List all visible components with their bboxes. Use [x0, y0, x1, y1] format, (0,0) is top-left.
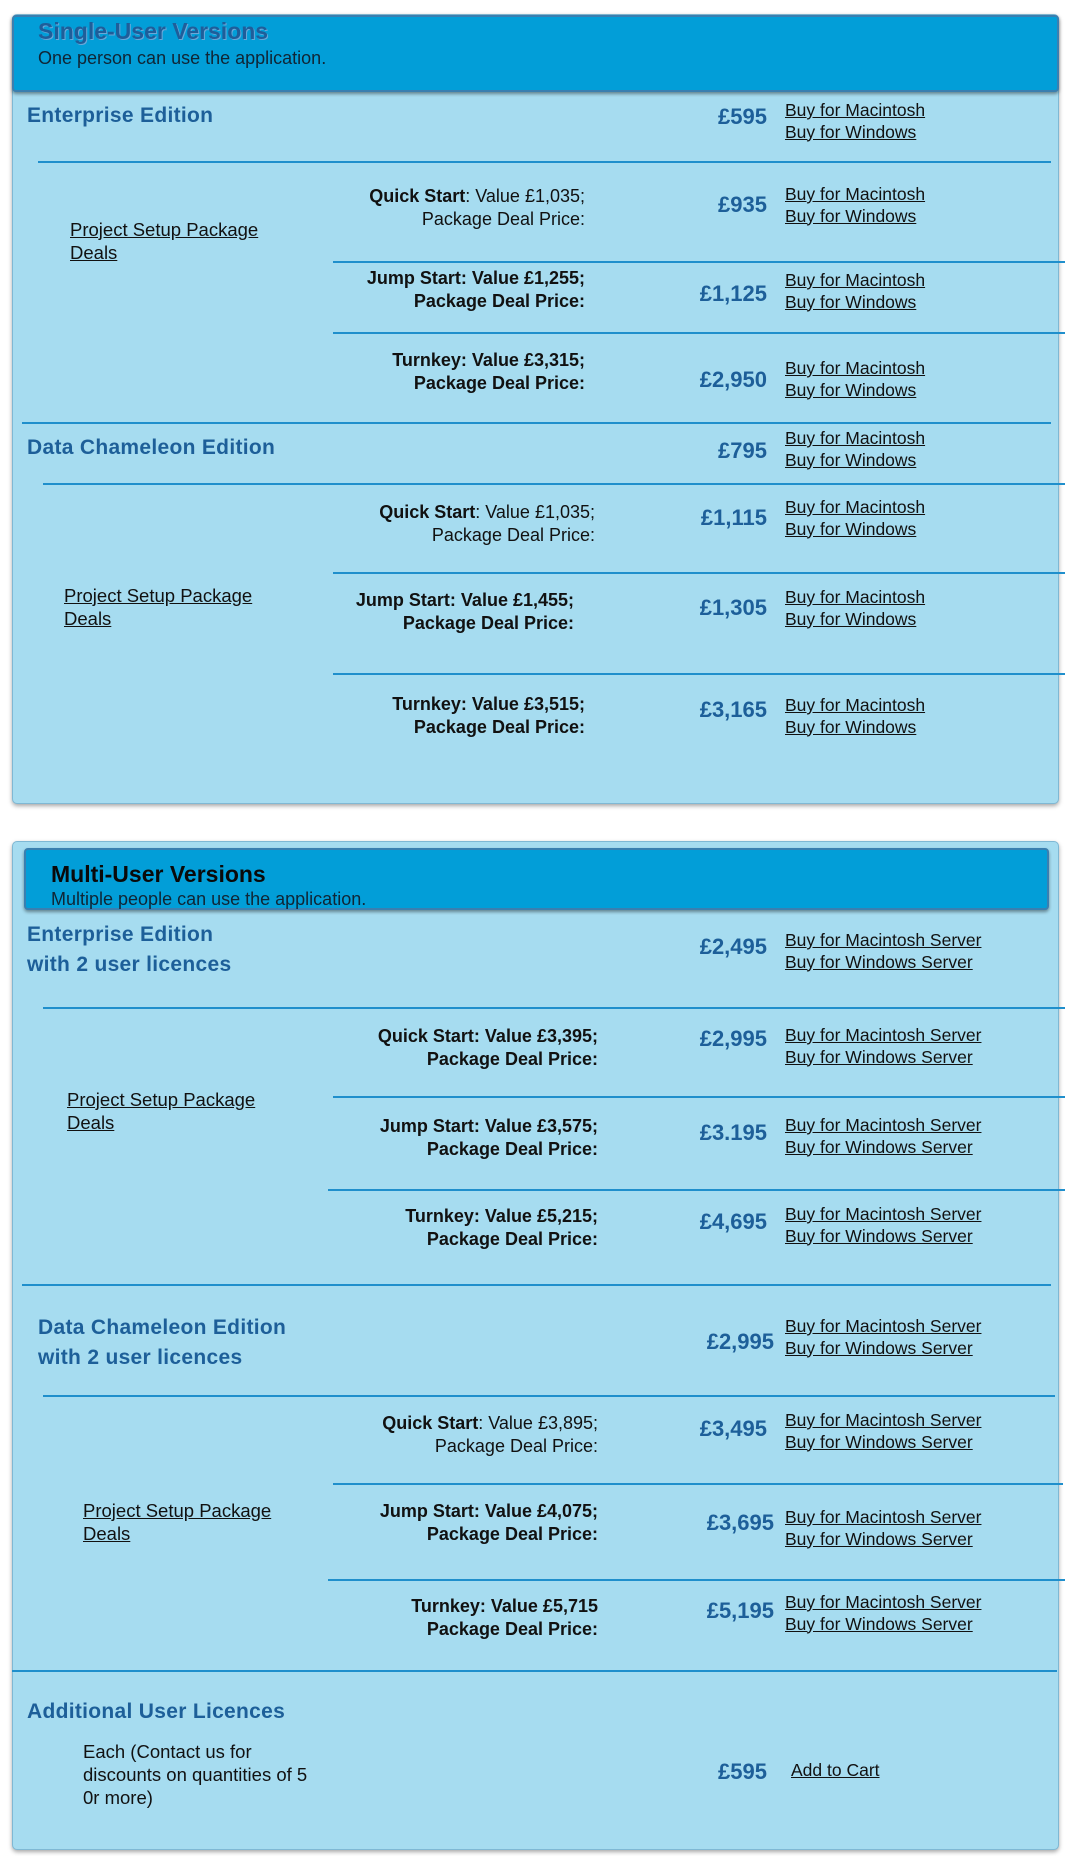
quick-start-price: £2,995	[699, 1026, 767, 1051]
deal-name: Quick Start	[369, 186, 466, 206]
turnkey-links	[785, 1592, 981, 1635]
divider	[43, 1007, 1065, 1009]
buy-macintosh-server-link[interactable]: Buy for Macintosh Server	[785, 1507, 982, 1527]
divider	[333, 1483, 1063, 1485]
divider	[43, 1395, 1055, 1397]
quick-start-links	[785, 184, 925, 227]
divider	[328, 1189, 1065, 1191]
buy-windows-link[interactable]: Buy for Windows	[785, 608, 917, 629]
quick-start-deal	[265, 501, 595, 547]
enterprise-edition-links	[785, 930, 981, 973]
enterprise-edition-links	[785, 100, 925, 143]
turnkey-price: £2,950	[699, 367, 767, 392]
quick-start-price: £1,115	[700, 505, 767, 530]
deal-name: Quick Start	[382, 1413, 479, 1433]
data-chameleon-edition-price: £795	[718, 438, 767, 463]
quick-start-deal	[268, 1025, 598, 1071]
divider	[38, 161, 1051, 163]
data-chameleon-edition-price: £2,995	[706, 1329, 774, 1354]
buy-windows-server-link[interactable]: Buy for Windows Server	[785, 1613, 973, 1634]
divider	[333, 332, 1065, 334]
buy-windows-link[interactable]: Buy for Windows	[785, 518, 917, 539]
deal-name: Turnkey: Value £3,515;	[392, 694, 585, 714]
buy-macintosh-link[interactable]: Buy for Macintosh	[785, 587, 926, 607]
jump-start-links	[785, 1507, 981, 1550]
deal-value: : Value £1,035;	[465, 186, 585, 206]
buy-windows-link[interactable]: Buy for Windows	[785, 121, 917, 142]
buy-windows-link[interactable]: Buy for Windows	[785, 449, 917, 470]
data-chameleon-edition-links	[785, 1316, 981, 1359]
turnkey-links	[785, 358, 925, 401]
buy-windows-link[interactable]: Buy for Windows	[785, 379, 917, 400]
buy-macintosh-link[interactable]: Buy for Macintosh	[785, 695, 926, 715]
buy-macintosh-link[interactable]: Buy for Macintosh	[785, 184, 926, 204]
edition-name: Data Chameleon Edition	[38, 1316, 287, 1339]
buy-windows-server-link[interactable]: Buy for Windows Server	[785, 1431, 973, 1452]
turnkey-links	[785, 695, 925, 738]
quick-start-links	[785, 497, 925, 540]
buy-windows-server-link[interactable]: Buy for Windows Server	[785, 1136, 973, 1157]
buy-macintosh-server-link[interactable]: Buy for Macintosh Server	[785, 1410, 982, 1430]
deal-label: Package Deal Price:	[426, 1524, 598, 1544]
enterprise-edition-price: £595	[718, 104, 767, 129]
deal-label: Package Deal Price:	[431, 525, 595, 545]
enterprise-edition-price: £2,495	[699, 934, 767, 959]
buy-macintosh-server-link[interactable]: Buy for Macintosh Server	[785, 930, 982, 950]
buy-windows-link[interactable]: Buy for Windows	[785, 716, 917, 737]
deal-name: Jump Start: Value £1,455;	[355, 590, 574, 610]
buy-windows-link[interactable]: Buy for Windows	[785, 205, 917, 226]
additional-licences-title: Additional User Licences	[27, 1700, 286, 1723]
deal-name: Jump Start: Value £1,255;	[366, 268, 585, 288]
deal-label: Package Deal Price:	[426, 1049, 598, 1069]
add-to-cart-link-wrap	[791, 1760, 880, 1782]
buy-windows-server-link[interactable]: Buy for Windows Server	[785, 1046, 973, 1067]
turnkey-price: £4,695	[699, 1209, 767, 1234]
deal-label: Package Deal Price:	[426, 1229, 598, 1249]
deal-name: Quick Start	[379, 502, 476, 522]
turnkey-links	[785, 1204, 981, 1247]
deal-label: Package Deal Price:	[402, 613, 574, 633]
turnkey-deal	[255, 693, 585, 739]
buy-windows-server-link[interactable]: Buy for Windows Server	[785, 951, 973, 972]
jump-start-price: £1,125	[699, 281, 767, 306]
jump-start-price: £3.195	[699, 1120, 767, 1145]
turnkey-deal	[268, 1595, 598, 1641]
buy-macintosh-link[interactable]: Buy for Macintosh	[785, 358, 926, 378]
turnkey-price: £3,165	[699, 697, 767, 722]
single-user-title: Single-User Versions	[38, 18, 269, 44]
jump-start-links	[785, 587, 925, 630]
deal-label: Package Deal Price:	[426, 1619, 598, 1639]
project-setup-package-link[interactable]: Project Setup Package Deals	[70, 219, 259, 263]
buy-macintosh-link[interactable]: Buy for Macintosh	[785, 428, 926, 448]
project-setup-package-link[interactable]: Project Setup Package Deals	[64, 585, 253, 629]
divider	[333, 673, 1065, 675]
buy-macintosh-link[interactable]: Buy for Macintosh	[785, 100, 926, 120]
edition-licences: with 2 user licences	[38, 1346, 243, 1369]
edition-name: Enterprise Edition	[27, 923, 214, 946]
deal-label: Package Deal Price:	[413, 717, 585, 737]
divider	[333, 1096, 1065, 1098]
multi-user-title: Multi-User Versions	[51, 861, 266, 887]
deal-label: Package Deal Price:	[421, 209, 585, 229]
buy-macintosh-link[interactable]: Buy for Macintosh	[785, 270, 926, 290]
buy-macintosh-server-link[interactable]: Buy for Macintosh Server	[785, 1204, 982, 1224]
jump-start-deal	[255, 267, 585, 313]
deal-label: Package Deal Price:	[413, 373, 585, 393]
enterprise-edition-title	[27, 920, 231, 980]
deal-value: : Value £3,895;	[478, 1413, 598, 1433]
buy-windows-server-link[interactable]: Buy for Windows Server	[785, 1528, 973, 1549]
buy-macintosh-server-link[interactable]: Buy for Macintosh Server	[785, 1592, 982, 1612]
jump-start-price: £3,695	[706, 1510, 774, 1535]
deal-name: Quick Start: Value £3,395;	[377, 1026, 598, 1046]
deal-label: Package Deal Price:	[434, 1436, 598, 1456]
data-chameleon-edition-links	[785, 428, 925, 471]
buy-macintosh-server-link[interactable]: Buy for Macintosh Server	[785, 1115, 982, 1135]
data-chameleon-edition-title: Data Chameleon Edition	[27, 436, 276, 459]
divider	[328, 1579, 1065, 1581]
buy-windows-server-link[interactable]: Buy for Windows Server	[785, 1337, 973, 1358]
jump-start-price: £1,305	[699, 595, 767, 620]
turnkey-deal	[255, 349, 585, 395]
buy-windows-link[interactable]: Buy for Windows	[785, 291, 917, 312]
buy-macintosh-server-link[interactable]: Buy for Macintosh Server	[785, 1025, 982, 1045]
deal-name: Jump Start: Value £3,575;	[379, 1116, 598, 1136]
jump-start-deal	[268, 1115, 598, 1161]
buy-macintosh-server-link[interactable]: Buy for Macintosh Server	[785, 1316, 982, 1336]
jump-start-deal	[244, 589, 574, 635]
divider	[22, 1284, 1051, 1286]
deal-name: Turnkey: Value £5,715	[411, 1596, 598, 1616]
project-setup-package-link[interactable]: Project Setup Package Deals	[83, 1500, 272, 1544]
quick-start-price: £935	[718, 192, 767, 217]
deal-label: Package Deal Price:	[413, 291, 585, 311]
deal-label: Package Deal Price:	[426, 1139, 598, 1159]
divider	[22, 422, 1051, 424]
edition-licences: with 2 user licences	[27, 953, 232, 976]
jump-start-deal	[268, 1500, 598, 1546]
divider	[333, 572, 1065, 574]
additional-licences-description: Each (Contact us for discounts on quantities of 5 0r more)	[83, 1741, 308, 1808]
jump-start-links	[785, 1115, 981, 1158]
buy-windows-server-link[interactable]: Buy for Windows Server	[785, 1225, 973, 1246]
quick-start-links	[785, 1025, 981, 1068]
quick-start-deal	[255, 185, 585, 231]
deal-name: Turnkey: Value £5,215;	[405, 1206, 598, 1226]
divider	[333, 261, 1065, 263]
divider	[12, 1670, 1057, 1672]
turnkey-deal	[268, 1205, 598, 1251]
buy-macintosh-link[interactable]: Buy for Macintosh	[785, 497, 926, 517]
quick-start-links	[785, 1410, 981, 1453]
data-chameleon-edition-title	[38, 1313, 286, 1373]
single-user-subtitle: One person can use the application.	[38, 48, 327, 68]
enterprise-edition-title: Enterprise Edition	[27, 104, 214, 127]
deal-name: Jump Start: Value £4,075;	[379, 1501, 598, 1521]
jump-start-links	[785, 270, 925, 313]
quick-start-price: £3,495	[699, 1416, 767, 1441]
multi-user-subtitle: Multiple people can use the application.	[51, 889, 367, 909]
turnkey-price: £5,195	[706, 1598, 774, 1623]
project-setup-package-link[interactable]: Project Setup Package Deals	[67, 1089, 256, 1133]
additional-licences-price: £595	[718, 1759, 767, 1784]
quick-start-deal	[268, 1412, 598, 1458]
deal-value: : Value £1,035;	[475, 502, 595, 522]
deal-name: Turnkey: Value £3,315;	[392, 350, 585, 370]
divider	[43, 483, 1065, 485]
add-to-cart-link[interactable]: Add to Cart	[791, 1760, 880, 1780]
